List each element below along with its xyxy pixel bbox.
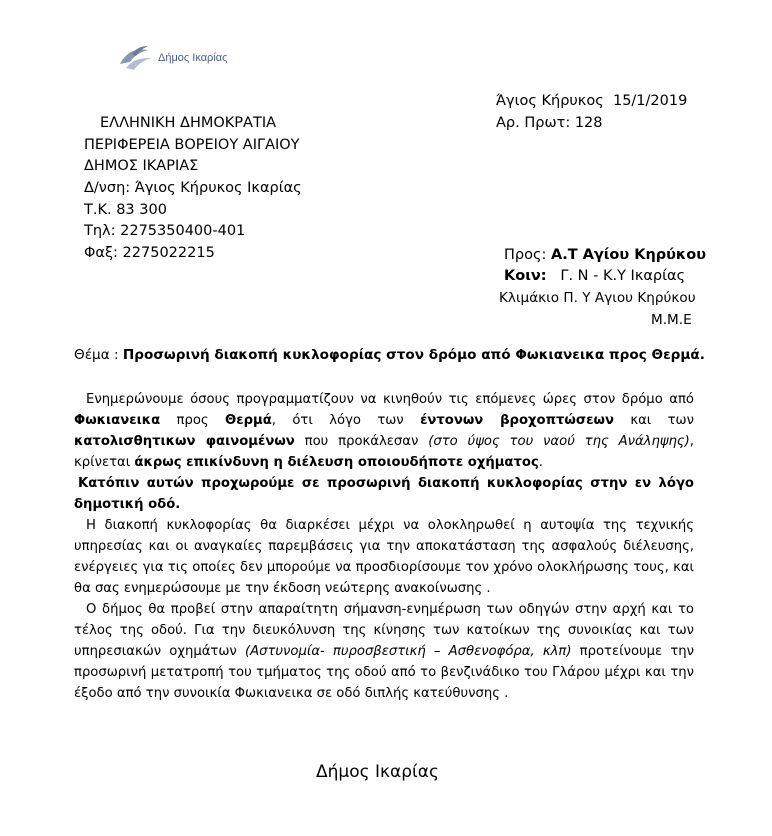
sender-fax: Φαξ: 2275022215	[84, 245, 215, 261]
p1-text-2: προς	[160, 413, 226, 428]
p1-text-3: , ότι λόγο των	[271, 413, 421, 428]
paragraph-1	[74, 389, 694, 473]
p1-rain: έντονων βροχοπτώσεων	[420, 413, 614, 428]
logo-text: Δήμος Ικαρίας	[158, 52, 228, 64]
to-label: Προς:	[504, 247, 547, 263]
protocol-label: Αρ. Πρωτ:	[496, 115, 571, 131]
sender-line-1: ΕΛΛΗΝΙΚΗ ΔΗΜΟΚΡΑΤΙΑ	[100, 115, 277, 131]
sender-phone: Τηλ: 2275350400-401	[84, 223, 246, 239]
p4-end: σε οδό διπλής κατεύθυνσης .	[312, 686, 509, 701]
p1-text-5: που προκάλεσαν	[294, 434, 429, 449]
sender-postal: Τ.Κ. 83 300	[84, 202, 167, 218]
p1-text-6: , κρίνεται	[74, 434, 694, 470]
to-value: Α.Τ Αγίου Κηρύκου	[550, 247, 706, 263]
paragraph-3: Η διακοπή κυκλοφορίας θα διαρκέσει μέχρι να ολοκληρωθεί η αυτοψία της τεχνικής υπηρεσίας και οι αναγκαίες παρεμβάσεις για την αποκατάσταση της ασφαλούς διέλευσης, ενέργειες για τις οποίες δεν μπορούμε να προσδιορίσουμε τον χρόνο ολοκλήρωσης τους, και θα σας ενημερώσουμε με την έκδοση νεώτερης ανακοίνωσης .	[74, 518, 694, 596]
protocol-number	[496, 112, 603, 134]
p1-location: (στο ύψος του ναού της Ανάληψης)	[428, 434, 690, 449]
p1-place-2: Θερμά	[225, 413, 272, 428]
cc-line-3: Μ.Μ.Ε	[651, 312, 692, 328]
p1-landslide: κατολισθητικων φαινομένων	[74, 434, 295, 449]
p1-danger: άκρως επικίνδυνη η διέλευση οποιουδήποτε οχήματος	[134, 455, 539, 470]
place: Άγιος Κήρυκος	[496, 93, 604, 109]
p1-text-4: και των	[613, 413, 694, 428]
protocol-value: 128	[574, 115, 603, 131]
paragraph-2: Κατόπιν αυτών προχωρούμε σε προσωρινή διακοπή κυκλοφορίας στην εν λόγο δημοτική οδό.	[74, 476, 694, 512]
p1-end: .	[538, 455, 543, 470]
cc-line-2: Κλιμάκιο Π. Υ Αγιου Κηρύκου	[499, 290, 696, 306]
p1-place-1: Φωκιανεικα	[74, 413, 161, 428]
sender-line-2: ΠΕΡΙΦΕΡΕΙΑ ΒΟΡΕΙΟΥ ΑΙΓΑΙΟΥ	[84, 137, 300, 153]
p4-text-2: προτείνουμε την προσωρινή μετατροπή του τμήματος της οδού από το βενζινάδικο του Γλάρου μέχρι και την έξοδο από την συνοικία	[74, 644, 694, 701]
letter-body	[74, 389, 694, 704]
subject-text: Προσωρινή διακοπή κυκλοφορίας στον δρόμο από Φωκιανεικα προς Θερμά.	[122, 347, 705, 363]
p4-text: Ο δήμος θα προβεί στην απαραίτητη σήμανση-ενημέρωση των οδηγών στην αρχή και το τέλος της οδού. Για την διευκόλυνση της κίνησης των κατοίκων της συνοικίας και των υπηρεσιακών οχημάτων	[74, 602, 694, 659]
recipient-cc	[504, 265, 685, 287]
subject-label: Θέμα :	[74, 347, 119, 363]
subject	[74, 347, 705, 363]
sender-line-3: ΔΗΜΟΣ ΙΚΑΡΙΑΣ	[84, 158, 199, 174]
p1-text: Ενημερώνουμε όσους προγραμματίζουν να κινηθούν τις επόμενες ώρες στον δρόμο από	[86, 392, 694, 407]
recipient-to	[504, 244, 706, 266]
paragraph-4	[74, 599, 694, 704]
date: 15/1/2019	[612, 93, 688, 109]
p4-place: Φωκιανεικα	[234, 686, 313, 701]
cc-label: Κοιν:	[504, 268, 547, 284]
logo-swirl-icon	[118, 44, 154, 72]
sender-address: Δ/νση: Άγιος Κήρυκος Ικαρίας	[84, 180, 302, 196]
cc-line-1: Γ. Ν - Κ.Υ Ικαρίας	[560, 268, 686, 284]
place-date	[496, 90, 687, 112]
municipality-logo	[118, 44, 227, 72]
signature: Δήμος Ικαρίας	[316, 762, 439, 782]
p4-services: (Αστυνομία- πυροσβεστική – Ασθενοφόρα, κλπ)	[244, 644, 572, 659]
